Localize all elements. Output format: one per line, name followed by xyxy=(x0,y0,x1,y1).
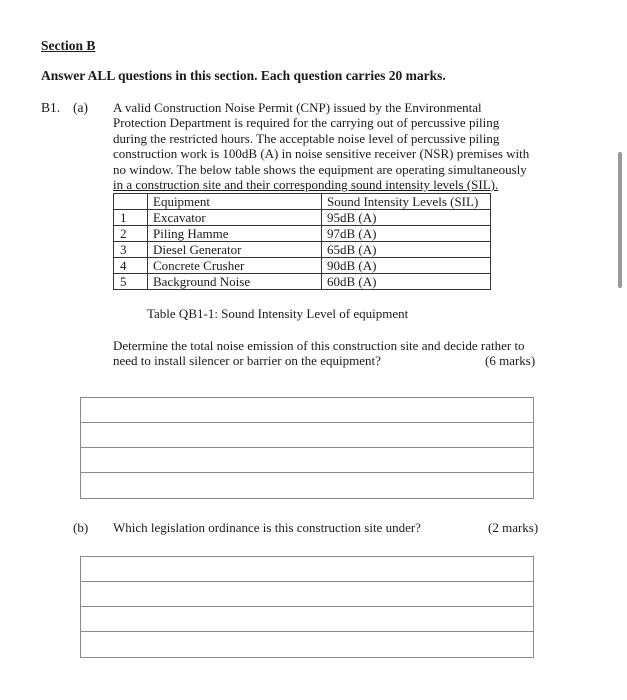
table-header-row xyxy=(114,194,491,210)
paragraph-line: no window. The below table shows the equipment are operating simultaneously xyxy=(113,161,527,177)
table-row xyxy=(114,274,491,290)
part-b-marks: (2 marks) xyxy=(488,520,539,535)
table-cell: Piling Hamme xyxy=(148,226,322,242)
part-b-label: (b) xyxy=(73,520,89,535)
answer-line[interactable] xyxy=(81,632,533,657)
scrollbar-thumb[interactable] xyxy=(618,152,622,288)
part-a-marks: (6 marks) xyxy=(485,353,536,368)
table-row xyxy=(114,242,491,258)
question-line: Determine the total noise emission of this construction site and decide rather to xyxy=(113,338,525,353)
paragraph-line: during the restricted hours. The acceptable noise level of percussive piling xyxy=(113,130,500,146)
part-a-question xyxy=(113,338,545,369)
table-row xyxy=(114,226,491,242)
table-row xyxy=(114,258,491,274)
answer-line[interactable] xyxy=(81,473,533,498)
table-caption: Table QB1-1: Sound Intensity Level of equipment xyxy=(147,306,409,321)
equipment-table xyxy=(113,193,491,290)
answer-line[interactable] xyxy=(81,582,533,607)
table-row xyxy=(114,210,491,226)
answer-line[interactable] xyxy=(81,423,533,448)
paragraph-line: construction work is 100dB (A) in noise sensitive receiver (NSR) premises with xyxy=(113,146,530,162)
part-a-paragraph xyxy=(113,100,553,192)
table-cell: 60dB (A) xyxy=(322,274,491,290)
question-line: need to install silencer or barrier on the equipment? xyxy=(113,353,381,369)
table-header-cell xyxy=(114,194,148,210)
section-instruction: Answer ALL questions in this section. Each question carries 20 marks. xyxy=(41,68,446,83)
table-header-cell: Equipment xyxy=(148,194,322,210)
part-a-answer-box[interactable] xyxy=(80,397,534,499)
section-title: Section B xyxy=(41,38,96,53)
question-number: B1. xyxy=(41,100,61,115)
part-b-question: Which legislation ordinance is this construction site under? xyxy=(113,520,421,535)
table-cell: 3 xyxy=(114,242,148,258)
table-cell: 97dB (A) xyxy=(322,226,491,242)
answer-line[interactable] xyxy=(81,557,533,582)
table-cell: Background Noise xyxy=(148,274,322,290)
table-cell: 2 xyxy=(114,226,148,242)
answer-line[interactable] xyxy=(81,448,533,473)
answer-line[interactable] xyxy=(81,607,533,632)
table-cell: 1 xyxy=(114,210,148,226)
paragraph-line: Protection Department is required for the carrying out of percussive piling xyxy=(113,115,500,131)
paragraph-line: A valid Construction Noise Permit (CNP) issued by the Environmental xyxy=(113,100,482,115)
table-header-cell: Sound Intensity Levels (SIL) xyxy=(322,194,491,210)
part-b-answer-box[interactable] xyxy=(80,556,534,658)
table-cell: 65dB (A) xyxy=(322,242,491,258)
table-cell: 5 xyxy=(114,274,148,290)
part-a-label: (a) xyxy=(73,100,88,115)
table-cell: 95dB (A) xyxy=(322,210,491,226)
table-cell: Diesel Generator xyxy=(148,242,322,258)
paragraph-line: in a construction site and their corresponding sound intensity levels (SIL). xyxy=(113,177,499,193)
answer-line[interactable] xyxy=(81,398,533,423)
table-cell: Excavator xyxy=(148,210,322,226)
table-cell: 4 xyxy=(114,258,148,274)
table-cell: 90dB (A) xyxy=(322,258,491,274)
table-cell: Concrete Crusher xyxy=(148,258,322,274)
